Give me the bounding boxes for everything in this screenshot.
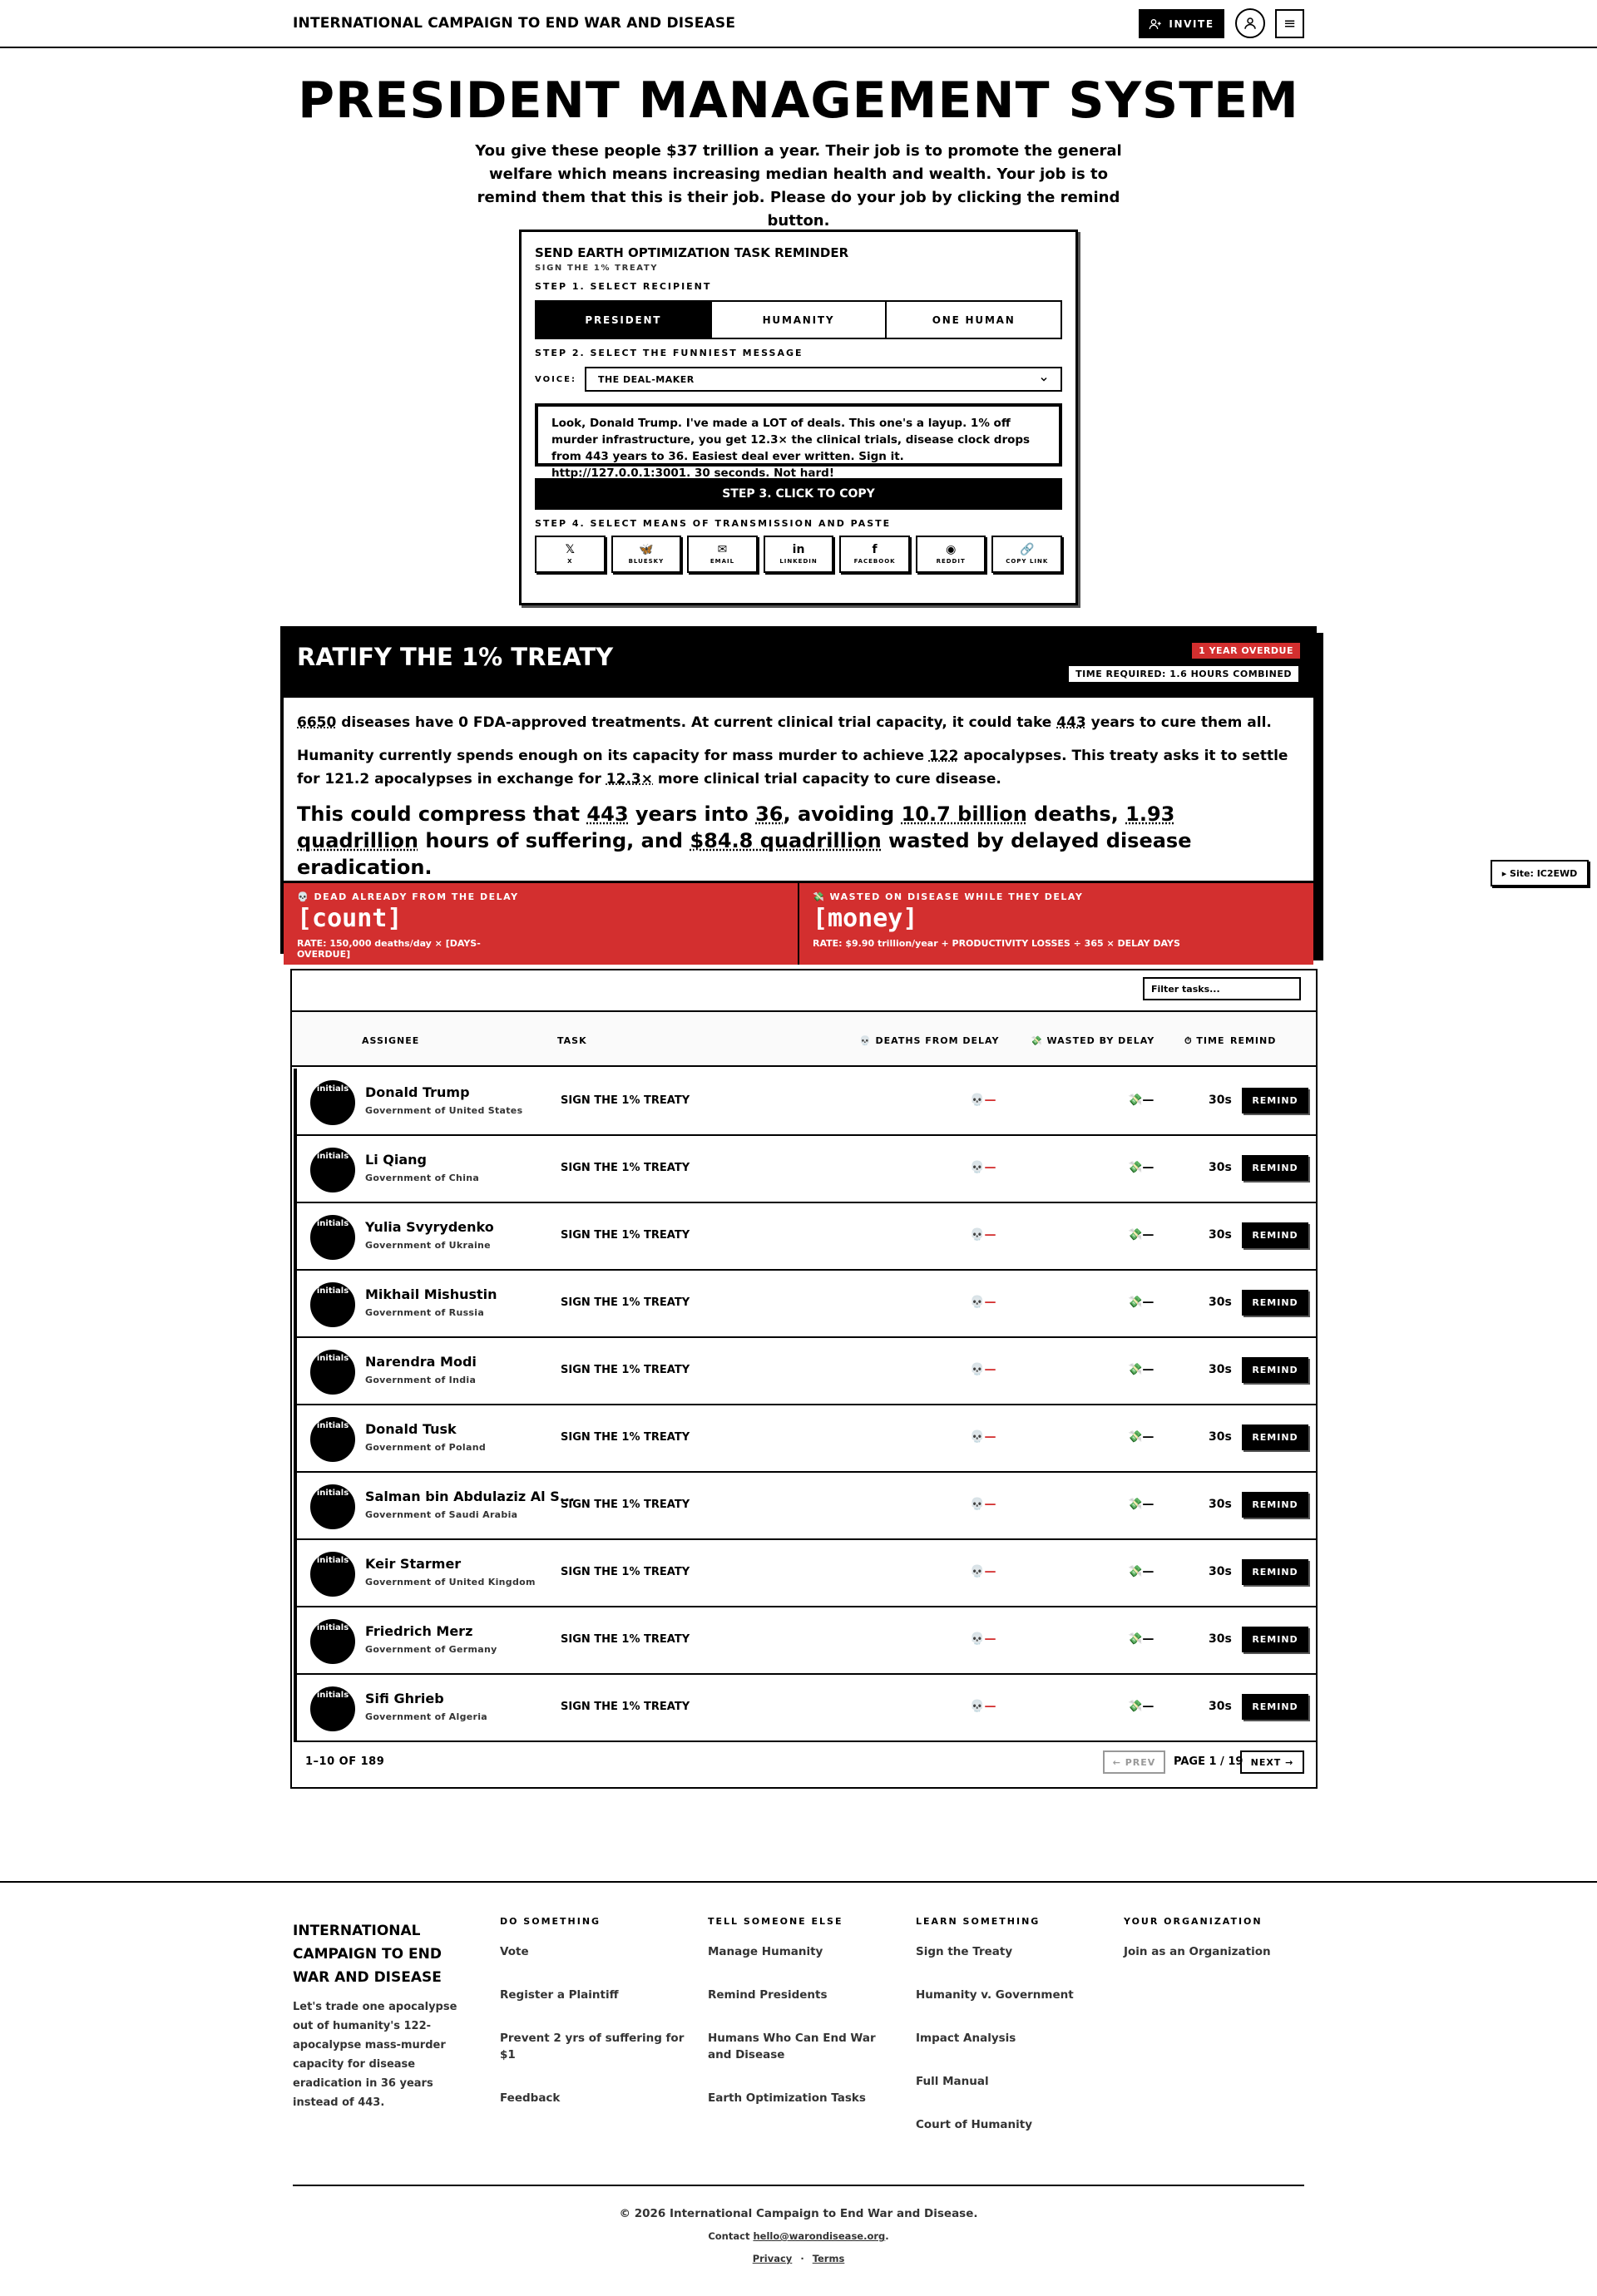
copyright: © 2026 International Campaign to End War and Disease.: [619, 2207, 978, 2220]
wasted-cell: 💸—: [1128, 1430, 1154, 1444]
capacity-multiplier: 12.3×: [606, 771, 653, 788]
remind-button[interactable]: REMIND: [1242, 1357, 1308, 1383]
legal-links: [0, 2253, 1597, 2264]
deaths-cell: [970, 1498, 996, 1511]
assignee-name[interactable]: Sifi Ghrieb: [365, 1691, 444, 1706]
footer-link-register-plaintiff[interactable]: Register a Plaintiff: [500, 1988, 619, 2002]
column-deaths[interactable]: 💀 DEATHS FROM DELAY: [859, 1035, 1000, 1046]
filter-tasks-input[interactable]: [1143, 977, 1301, 1000]
avatar: initials: [310, 1417, 355, 1462]
page-indicator: PAGE 1 / 19: [1174, 1755, 1243, 1768]
deaths-cell: [970, 1161, 996, 1174]
text: diseases have 0 FDA-approved treatments. At current clinical trial capacity, it could take: [336, 714, 1057, 731]
footer-divider: [293, 2185, 1304, 2186]
suffering-hours: 1.93 quadrillion: [297, 802, 1175, 852]
recipient-tab-humanity[interactable]: HUMANITY: [712, 302, 887, 338]
footer-brand: INTERNATIONAL CAMPAIGN TO END WAR AND DISEASE: [293, 1923, 442, 1986]
skull-icon: 💀: [970, 1363, 985, 1376]
voice-row: [535, 367, 1062, 392]
remind-button[interactable]: REMIND: [1242, 1425, 1308, 1450]
skull-icon: 💀: [970, 1228, 985, 1242]
voice-label: VOICE:: [535, 374, 576, 384]
text: Let's trade one apocalypse out of humanity's: [293, 2001, 457, 2032]
text: deaths,: [1026, 802, 1126, 826]
footer-link-feedback[interactable]: Feedback: [500, 2091, 561, 2105]
deaths-cell: [970, 1700, 996, 1713]
table-row: [294, 1405, 1316, 1473]
number: 122: [403, 2020, 427, 2032]
footer-link-manage-humanity[interactable]: Manage Humanity: [708, 1945, 823, 1958]
footer-link-prevent-suffering[interactable]: Prevent 2 yrs of suffering for $1: [500, 2032, 685, 2061]
text: years into: [628, 802, 756, 826]
treaty-stats: [284, 881, 1313, 965]
footer-link-sign-treaty[interactable]: Sign the Treaty: [916, 1945, 1013, 1958]
task-name[interactable]: SIGN THE 1% TREATY: [561, 1162, 690, 1174]
site-badge[interactable]: ▸ Site: IC2EWD: [1491, 860, 1589, 886]
task-name[interactable]: SIGN THE 1% TREATY: [561, 1633, 690, 1646]
x-icon: 𝕏: [565, 543, 575, 556]
column-time[interactable]: ⏱ TIME: [1184, 1035, 1225, 1046]
assignee-government: Government of Poland: [365, 1442, 487, 1453]
reminder-subtitle: SIGN THE 1% TREATY: [535, 264, 659, 273]
wasted-cell: 💸—: [1128, 1094, 1154, 1107]
wasted-stat-rate: RATE: $9.90 trillion/year + PRODUCTIVITY LOSSES ÷ 365 × DELAY DAYS: [813, 938, 1180, 949]
task-name[interactable]: SIGN THE 1% TREATY: [561, 1229, 690, 1242]
copy-message-button[interactable]: STEP 3. CLICK TO COPY: [535, 478, 1062, 510]
text: years to cure them all.: [1085, 714, 1272, 731]
deaths-cell: [970, 1296, 996, 1309]
text: Humanity currently spends enough on its capacity for mass murder to achieve: [297, 748, 929, 764]
deaths-value: —: [984, 1228, 996, 1242]
table-row: [294, 1136, 1316, 1203]
time-cell: 30s: [1209, 1498, 1232, 1511]
voice-select-value: THE DEAL-MAKER: [597, 373, 695, 385]
text: .: [380, 2096, 385, 2109]
remind-button[interactable]: REMIND: [1242, 1290, 1308, 1316]
deaths-cell: [970, 1094, 996, 1107]
next-page-button[interactable]: NEXT →: [1240, 1750, 1304, 1774]
site-header: [0, 0, 1597, 48]
deaths-value: —: [984, 1296, 996, 1309]
task-name[interactable]: SIGN THE 1% TREATY: [561, 1094, 690, 1107]
wasted-cell: 💸—: [1128, 1565, 1154, 1578]
task-name[interactable]: SIGN THE 1% TREATY: [561, 1566, 690, 1578]
footer-tagline: [293, 1997, 463, 2112]
avatar: initials: [310, 1350, 355, 1395]
time-cell: 30s: [1209, 1228, 1232, 1242]
share-bluesky-button[interactable]: [611, 536, 682, 573]
footer-column-title: YOUR ORGANIZATION: [1124, 1916, 1263, 1927]
deaths-cell: [970, 1632, 996, 1646]
share-label: LINKEDIN: [779, 558, 818, 565]
time-cell: 30s: [1209, 1363, 1232, 1376]
treaty-paragraph-2: [297, 744, 1300, 791]
assignee-government: Government of China: [365, 1173, 480, 1183]
step4-label: STEP 4. SELECT MEANS OF TRANSMISSION AND PASTE: [535, 518, 892, 529]
table-row: [294, 1271, 1316, 1338]
text: more clinical trial capacity to cure disease.: [653, 771, 1001, 788]
reminder-card: [519, 230, 1078, 605]
share-reddit-button[interactable]: [916, 536, 986, 573]
footer-link-vote[interactable]: Vote: [500, 1945, 529, 1958]
column-wasted[interactable]: 💸 WASTED BY DELAY: [1031, 1035, 1155, 1046]
footer-column-title: LEARN SOMETHING: [916, 1916, 1041, 1927]
assignee-government: Government of Russia: [365, 1307, 485, 1318]
butterfly-icon: 🦋: [639, 543, 654, 556]
time-cell: 30s: [1209, 1700, 1232, 1713]
page-title: PRESIDENT MANAGEMENT SYSTEM: [298, 72, 1299, 130]
skull-icon: 💀: [970, 1498, 985, 1511]
user-icon: [1243, 16, 1258, 31]
remind-button[interactable]: REMIND: [1242, 1694, 1308, 1720]
step2-label: STEP 2. SELECT THE FUNNIEST MESSAGE: [535, 348, 803, 358]
avatar: initials: [310, 1148, 355, 1192]
money-wasted: $84.8 quadrillion: [690, 829, 882, 852]
recipient-tab-one-human[interactable]: ONE HUMAN: [932, 314, 1016, 326]
table-row: [294, 1607, 1316, 1675]
remind-button[interactable]: REMIND: [1242, 1222, 1308, 1248]
wasted-cell: 💸—: [1128, 1296, 1154, 1309]
page-range: 1–10 OF 189: [305, 1755, 385, 1768]
text: Contact: [708, 2230, 754, 2242]
footer-column-title: TELL SOMEONE ELSE: [708, 1916, 843, 1927]
assignee-name[interactable]: Mikhail Mishustin: [365, 1286, 497, 1302]
voice-select[interactable]: [585, 367, 1062, 392]
time-cell: 30s: [1209, 1565, 1232, 1578]
deaths-value: —: [984, 1565, 996, 1578]
years-compressed: 36: [755, 802, 784, 826]
assignee-name[interactable]: Yulia Svyrydenko: [365, 1219, 494, 1235]
deaths-value: —: [984, 1632, 996, 1646]
dead-stat-label: 💀 DEAD ALREADY FROM THE DELAY: [297, 891, 519, 902]
text: This could compress that: [297, 802, 587, 826]
overdue-badge: 1 YEAR OVERDUE: [1192, 643, 1300, 659]
linkedin-icon: in: [792, 543, 805, 556]
dead-stat-value: [count]: [297, 904, 403, 933]
wasted-cell: 💸—: [1128, 1498, 1154, 1511]
recipient-tabs: [535, 300, 1062, 339]
footer-link-tasks[interactable]: Earth Optimization Tasks: [708, 2091, 866, 2105]
recipient-tab-president[interactable]: PRESIDENT: [536, 302, 712, 338]
remind-button[interactable]: REMIND: [1242, 1559, 1308, 1585]
assignee-government: Government of United States: [365, 1105, 523, 1116]
number: 443: [358, 2096, 381, 2109]
assignee-name[interactable]: Keir Starmer: [365, 1556, 462, 1572]
user-menu-button[interactable]: [1235, 8, 1265, 38]
table-row: [294, 1338, 1316, 1405]
deaths-value: —: [984, 1363, 996, 1376]
wasted-stat-value: [money]: [813, 904, 918, 933]
page-subtitle: You give these people $37 trillion a year. Their job is to promote the general welfare which means increasing median health and wealth. Your job is to remind them that this is their job. Please do your job by clicking the remind button.: [475, 142, 1122, 230]
footer-link-humanity-v-government[interactable]: Humanity v. Government: [916, 1988, 1074, 2002]
skull-icon: 💀: [970, 1296, 985, 1309]
hamburger-icon: ≡: [1283, 15, 1297, 32]
skull-icon: 💀: [970, 1700, 985, 1713]
share-email-button[interactable]: [687, 536, 758, 573]
remind-button[interactable]: REMIND: [1242, 1627, 1308, 1652]
deaths-avoided: 10.7 billion: [901, 802, 1027, 826]
time-cell: 30s: [1209, 1161, 1232, 1174]
wasted-cell: 💸—: [1128, 1228, 1154, 1242]
text: wasted by delayed disease eradication.: [297, 829, 1192, 879]
footer-link-court[interactable]: Court of Humanity: [916, 2118, 1033, 2131]
avatar: initials: [310, 1080, 355, 1125]
avatar: initials: [310, 1282, 355, 1327]
wasted-stat-label: 💸 WASTED ON DISEASE WHILE THEY DELAY: [813, 891, 1084, 902]
years-to-cure: 443: [1056, 714, 1086, 731]
terms-link[interactable]: Terms: [812, 2253, 845, 2264]
avatar: initials: [310, 1686, 355, 1731]
task-name[interactable]: SIGN THE 1% TREATY: [561, 1701, 690, 1713]
table-header: [292, 1010, 1316, 1067]
deaths-cell: [970, 1430, 996, 1444]
text: apocalypses. This treaty asks it to settle for 121.2 apocalypses in exchange for: [297, 748, 1288, 788]
envelope-icon: ✉: [717, 543, 728, 556]
deaths-value: —: [984, 1700, 996, 1713]
column-assignee[interactable]: ASSIGNEE: [362, 1035, 420, 1046]
text: , avoiding: [783, 802, 902, 826]
remind-button[interactable]: REMIND: [1242, 1088, 1308, 1113]
deaths-value: —: [984, 1094, 996, 1107]
share-buttons: [535, 536, 1062, 573]
footer-column-tell-someone: [708, 1916, 899, 2133]
assignee-name[interactable]: Friedrich Merz: [365, 1623, 473, 1639]
remind-button[interactable]: REMIND: [1242, 1492, 1308, 1518]
step1-label: STEP 1. SELECT RECIPIENT: [535, 281, 712, 292]
assignee-government: Government of Ukraine: [365, 1240, 491, 1251]
footer-column-learn-something: [916, 1916, 1107, 2160]
table-row: [294, 1203, 1316, 1271]
footer-link-impact-analysis[interactable]: Impact Analysis: [916, 2032, 1016, 2045]
reminder-title: SEND EARTH OPTIMIZATION TASK REMINDER: [535, 245, 849, 260]
deaths-value: —: [984, 1498, 996, 1511]
wasted-cell: 💸—: [1128, 1632, 1154, 1646]
footer-link-full-manual[interactable]: Full Manual: [916, 2075, 989, 2088]
assignee-name[interactable]: Narendra Modi: [365, 1354, 477, 1370]
number: 36: [380, 2077, 396, 2090]
task-name[interactable]: SIGN THE 1% TREATY: [561, 1364, 690, 1376]
deaths-cell: [970, 1565, 996, 1578]
footer-column-your-organization: [1124, 1916, 1315, 1987]
separator: ·: [800, 2253, 804, 2264]
text: hours of suffering, and: [418, 829, 690, 852]
deaths-value: —: [984, 1430, 996, 1444]
invite-label: INVITE: [1169, 17, 1214, 30]
share-facebook-button[interactable]: [839, 536, 910, 573]
assignee-government: Government of Saudi Arabia: [365, 1509, 518, 1520]
treaty-body: [284, 698, 1313, 881]
assignee-name[interactable]: Salman bin Abdulaziz Al S...: [365, 1489, 575, 1504]
share-label: X: [567, 558, 573, 565]
table-body: [292, 1069, 1316, 1742]
task-name[interactable]: SIGN THE 1% TREATY: [561, 1296, 690, 1309]
footer-link-humans[interactable]: Humans Who Can End War and Disease: [708, 2032, 876, 2061]
share-linkedin-button[interactable]: [764, 536, 834, 573]
tasks-table: [290, 969, 1318, 1789]
remind-button[interactable]: REMIND: [1242, 1155, 1308, 1181]
brand-link[interactable]: INTERNATIONAL CAMPAIGN TO END WAR AND DISEASE: [293, 15, 736, 32]
reddit-icon: ◉: [946, 543, 957, 556]
avatar: initials: [310, 1552, 355, 1597]
dead-stat: [284, 883, 798, 965]
privacy-link[interactable]: Privacy: [752, 2253, 793, 2264]
assignee-name[interactable]: Li Qiang: [365, 1152, 427, 1168]
copy-link-button[interactable]: [991, 536, 1062, 573]
time-cell: 30s: [1209, 1632, 1232, 1646]
treaty-card: [280, 626, 1317, 960]
link-icon: 🔗: [1020, 543, 1035, 556]
avatar: initials: [310, 1215, 355, 1260]
assignee-government: Government of Germany: [365, 1644, 497, 1655]
share-label: FACEBOOK: [853, 558, 896, 565]
add-user-icon: [1149, 17, 1162, 31]
contact-line: [0, 2230, 1597, 2242]
deaths-cell: [970, 1363, 996, 1376]
site-footer: [0, 1881, 1597, 2296]
time-required-badge: TIME REQUIRED: 1.6 HOURS COMBINED: [1067, 664, 1300, 684]
footer-link-remind-presidents[interactable]: Remind Presidents: [708, 1988, 828, 2002]
skull-icon: 💀: [970, 1632, 985, 1646]
footer-column-title: DO SOMETHING: [500, 1916, 601, 1927]
time-cell: 30s: [1209, 1094, 1232, 1107]
treaty-title: RATIFY THE 1% TREATY: [297, 643, 614, 671]
table-row: [294, 1675, 1316, 1742]
time-cell: 30s: [1209, 1430, 1232, 1444]
task-name[interactable]: SIGN THE 1% TREATY: [561, 1431, 690, 1444]
treaty-header: [284, 630, 1313, 698]
footer-link-join-organization[interactable]: Join as an Organization: [1124, 1945, 1271, 1958]
wasted-cell: 💸—: [1128, 1363, 1154, 1376]
text: years instead of: [293, 2077, 433, 2109]
contact-email-link[interactable]: hello@warondisease.org: [753, 2230, 886, 2242]
facebook-icon: f: [872, 543, 878, 556]
wasted-cell: 💸—: [1128, 1161, 1154, 1174]
wasted-cell: 💸—: [1128, 1700, 1154, 1713]
task-name[interactable]: SIGN THE 1% TREATY: [561, 1499, 690, 1511]
wasted-stat: [798, 883, 1313, 965]
table-row: [294, 1473, 1316, 1540]
disease-count: 6650: [297, 714, 337, 731]
years-current: 443: [586, 802, 629, 826]
apocalypse-count: 122: [928, 748, 959, 764]
time-cell: 30s: [1209, 1296, 1232, 1309]
avatar: initials: [310, 1484, 355, 1529]
assignee-name[interactable]: Donald Trump: [365, 1084, 470, 1100]
dead-stat-rate: RATE: 150,000 deaths/day × [DAYS-OVERDUE]: [297, 938, 481, 960]
text: -apocalypse mass-murder capacity for disease eradication in: [293, 2020, 446, 2090]
table-row: [294, 1540, 1316, 1607]
share-label: BLUESKY: [628, 558, 665, 565]
skull-icon: 💀: [970, 1094, 985, 1107]
share-label: COPY LINK: [1006, 558, 1049, 565]
hamburger-menu-button[interactable]: [1275, 9, 1304, 38]
column-task[interactable]: TASK: [557, 1035, 587, 1046]
skull-icon: 💀: [970, 1161, 985, 1174]
assignee-government: Government of Algeria: [365, 1711, 488, 1722]
pagination: [292, 1741, 1316, 1787]
chevron-down-icon: [1039, 374, 1049, 384]
skull-icon: 💀: [970, 1430, 985, 1444]
assignee-government: Government of India: [365, 1375, 477, 1385]
share-label: REDDIT: [936, 558, 966, 565]
assignee-government: Government of United Kingdom: [365, 1577, 536, 1587]
assignee-name[interactable]: Donald Tusk: [365, 1421, 457, 1437]
deaths-cell: [970, 1228, 996, 1242]
footer-column-do-something: [500, 1916, 691, 2133]
treaty-paragraph-3: [297, 801, 1300, 881]
avatar: initials: [310, 1619, 355, 1664]
prev-page-button[interactable]: ← PREV: [1103, 1750, 1165, 1774]
text: .: [885, 2230, 889, 2242]
skull-icon: 💀: [970, 1565, 985, 1578]
deaths-value: —: [984, 1161, 996, 1174]
column-remind: REMIND: [1230, 1035, 1277, 1046]
message-text[interactable]: Look, Donald Trump. I've made a LOT of deals. This one's a layup. 1% off murder infrastructure, you get 12.3× the clinical trials, disease clock drops from 443 years to 36. Easiest deal ever written. Sign it. http://127.0.0.1:3001. 30 seconds. Not hard!: [535, 403, 1062, 467]
treaty-paragraph-1: [297, 711, 1300, 734]
share-label: EMAIL: [710, 558, 735, 565]
invite-button[interactable]: [1139, 9, 1224, 38]
share-x-button[interactable]: [535, 536, 606, 573]
table-row: [294, 1069, 1316, 1136]
